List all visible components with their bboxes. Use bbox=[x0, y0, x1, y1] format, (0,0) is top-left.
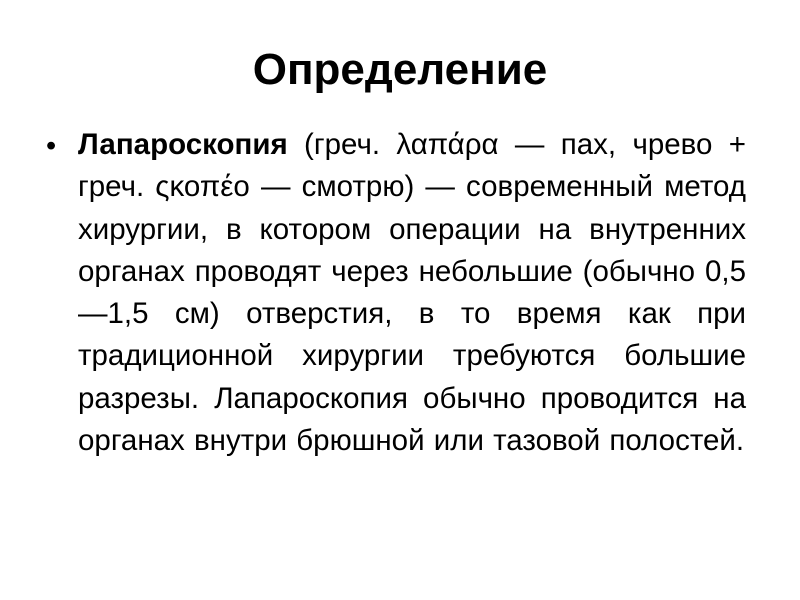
slide-title: Определение bbox=[252, 45, 548, 94]
definition-paragraph bbox=[78, 124, 746, 462]
bullet-icon: • bbox=[46, 130, 57, 162]
definition-text: (греч. λαπάρα — пах, чрево + греч. ςκοπέο — смотрю) — современный метод хирургии, в котором операции на внутренних органах проводят через небольшие (обычно 0,5—1,5 см) отверстия, в то время как при традиционной хирургии требуются большие разрезы. Лапароскопия обычно проводится на органах внутри брюшной или тазовой полостей. bbox=[78, 128, 746, 458]
definition-term: Лапароскопия bbox=[78, 128, 288, 161]
